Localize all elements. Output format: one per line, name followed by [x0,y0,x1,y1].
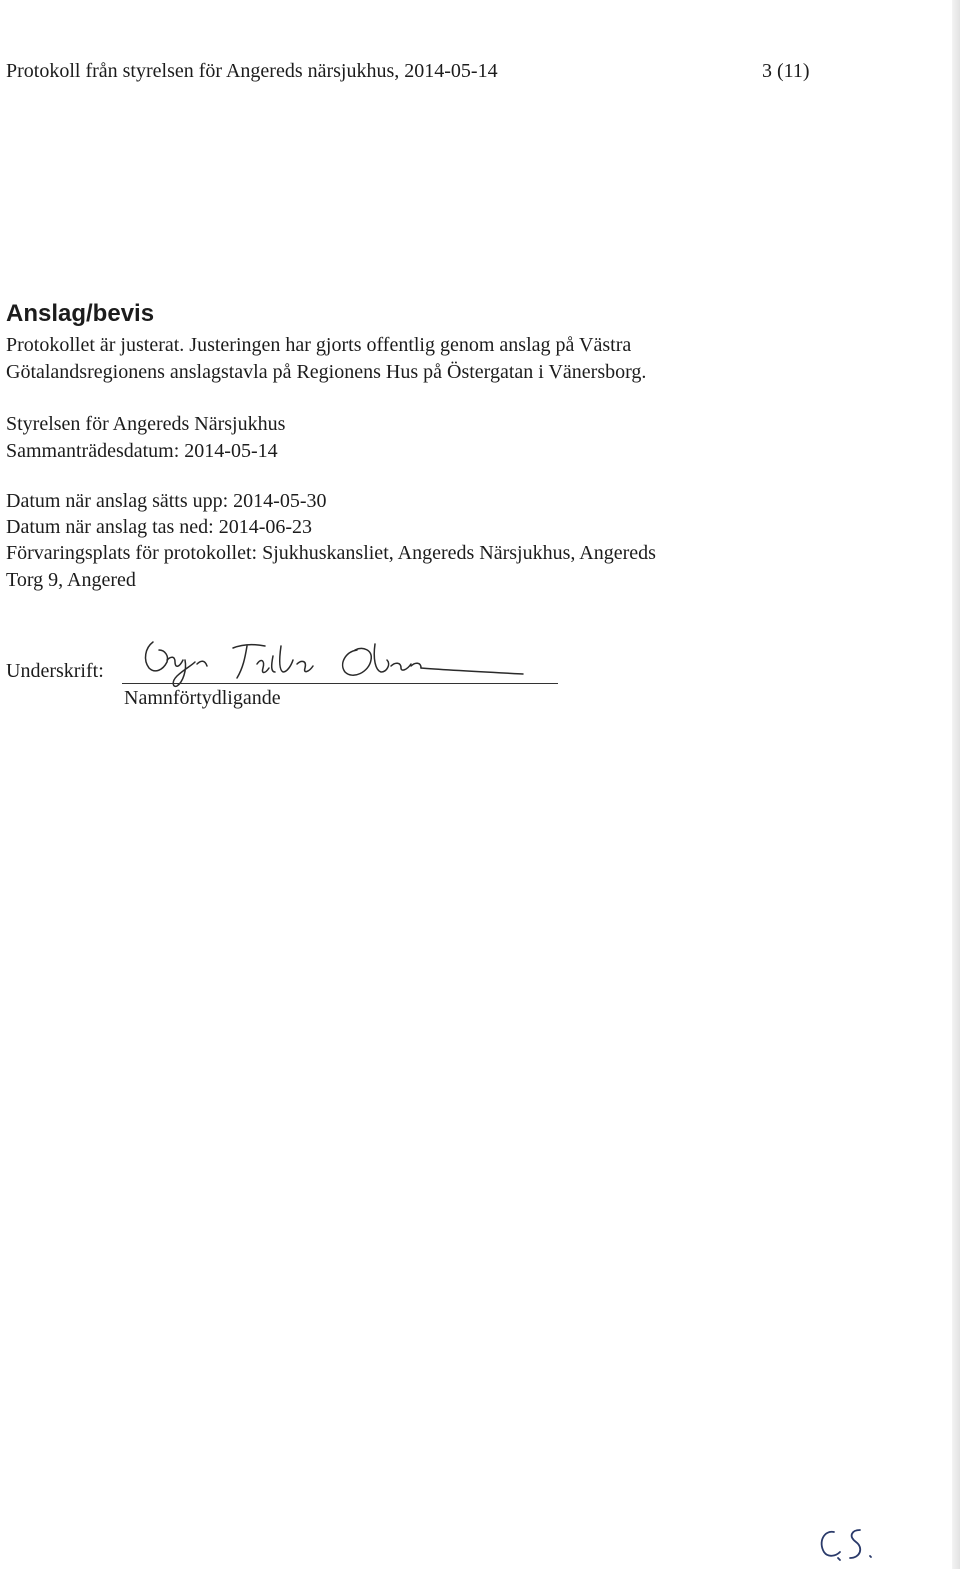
removed-date-line: Datum när anslag tas ned: 2014-06-23 [6,516,313,538]
paragraph-line-2: Götalandsregionens anslagstavla på Regionens Hus på Östergatan i Vänersborg. [6,361,647,383]
signature-label: Underskrift: [6,660,104,682]
section-heading: Anslag/bevis [6,300,155,327]
paragraph-line-1: Protokollet är justerat. Justeringen har gjorts offentlig genom anslag på Västra [6,334,632,356]
document-header-title: Protokoll från styrelsen för Angereds närsjukhus, 2014-05-14 [6,60,498,82]
page-number: 3 (11) [762,60,810,82]
posted-date-line: Datum när anslag sätts upp: 2014-05-30 [6,490,327,512]
meeting-date-line: Sammanträdesdatum: 2014-05-14 [6,440,278,462]
board-name-line: Styrelsen för Angereds Närsjukhus [6,413,286,435]
storage-location-line: Förvaringsplats för protokollet: Sjukhuskansliet, Angereds Närsjukhus, Angereds [6,542,656,564]
handwritten-signature [125,630,525,690]
handwritten-initials [812,1520,882,1565]
storage-location-line-2: Torg 9, Angered [6,569,136,591]
scan-edge-shadow [952,0,960,1569]
name-clarification-label: Namnförtydligande [124,687,281,709]
signature-line [122,683,558,684]
